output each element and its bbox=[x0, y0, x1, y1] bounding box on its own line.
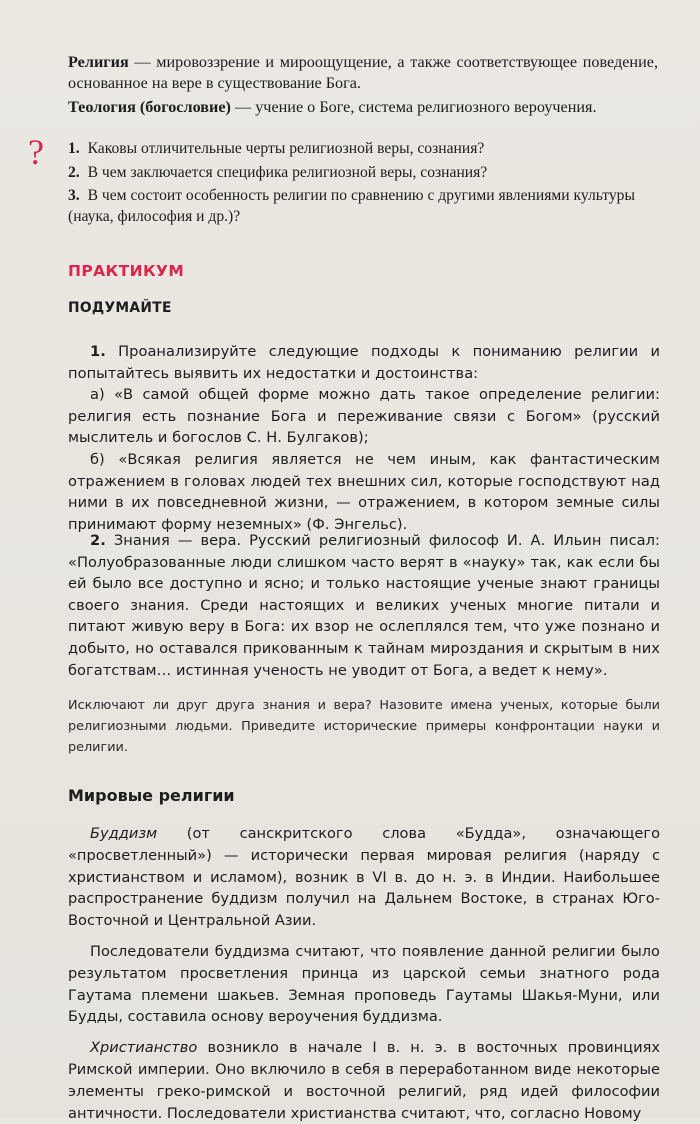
definition-religion bbox=[68, 52, 658, 93]
question-number: 2. bbox=[68, 163, 80, 181]
task-2-text bbox=[68, 530, 660, 681]
question-item bbox=[68, 186, 660, 227]
question-item bbox=[68, 139, 660, 160]
paragraph-buddhism bbox=[68, 823, 660, 932]
review-questions bbox=[68, 139, 660, 230]
question-text: В чем состоит особенность религии по сравнению с другими явлениями культуры (наука, философия и др.)? bbox=[68, 187, 635, 225]
practicum-heading: ПРАКТИКУМ bbox=[68, 262, 185, 280]
question-number: 1. bbox=[68, 140, 80, 157]
task-note: Исключают ли друг друга знания и вера? Назовите имена ученых, которые были религиозными людьми. Приведите исторические примеры конфронтации науки и религии. bbox=[68, 698, 660, 755]
world-religions-text bbox=[68, 823, 660, 1124]
definitions-block bbox=[68, 52, 658, 122]
question-text: В чем заключается специфика религиозной веры, сознания? bbox=[87, 163, 488, 181]
definition-text: — учение о Боге, система религиозного вероучения. bbox=[230, 98, 597, 117]
definition-term: Теология (богословие) bbox=[68, 98, 231, 117]
question-text: Каковы отличительные черты религиозной веры, сознания? bbox=[87, 140, 485, 157]
definition-theology bbox=[68, 97, 658, 118]
question-number: 3. bbox=[68, 187, 80, 204]
task-number: 1. bbox=[90, 343, 106, 360]
paragraph-lead: Христианство bbox=[90, 1039, 198, 1057]
paragraph-text: возникло в начале I в. н. э. в восточных провинциях Римской империи. Оно включило в себя в переработанном виде некоторые элементы греко-римской и восточной религий, ряд идей философии античности. Последователи христианства считают, что, согласно Новому bbox=[68, 1039, 660, 1122]
definition-term: Религия bbox=[68, 53, 129, 71]
task-2 bbox=[68, 530, 660, 681]
task-1-option-b: б) «Всякая религия является не чем иным, как фантастическим отражением в головах людей тех внешних сил, которые господствуют над ними в их повседневной жизни, — отражением, в котором земные силы принимают форму неземных» (Ф. Энгельс). bbox=[68, 450, 660, 533]
paragraph-buddhism-followers bbox=[68, 941, 660, 1028]
task-1-intro bbox=[68, 341, 660, 384]
definition-text: — мировоззрение и мироощущение, а также соответствующее поведение, основанное на вере в существование Бога. bbox=[68, 53, 658, 92]
paragraph-text: Последователи буддизма считают, что появление данной религии было результатом просветления принца из царской семьи знатного рода Гаутама племени шакьев. Земная проповедь Гаутамы Шакья-Муни, или Будды, составила основу вероучения буддизма. bbox=[68, 942, 660, 1026]
think-heading: ПОДУМАЙТЕ bbox=[68, 300, 172, 316]
task-1 bbox=[68, 341, 660, 535]
world-religions-heading: Мировые религии bbox=[68, 786, 235, 805]
task-number: 2. bbox=[90, 532, 106, 549]
task-1-option-a: а) «В самой общей форме можно дать такое определение религии: религия есть познание Бога и переживание связи с Богом» (русский мыслитель и богослов С. Н. Булгаков); bbox=[68, 386, 660, 447]
task-text: Проанализируйте следующие подходы к пониманию религии и попытайтесь выявить их недостатки и достоинства: bbox=[68, 343, 660, 382]
task-text: Знания — вера. Русский религиозный философ И. А. Ильин писал: «Полуобразованные люди слишком часто верят в «науку» так, как если бы ей было все доступно и ясно; и только настоящие ученые знают границы своего знания. Среди настоящих и великих ученых многие питали и питают живую веру в Бога: их взор не ослеплялся тем, что уже познано и добыто, но оставался прикованным к тайнам мироздания и скрытым в них богатствам… истинная ученость не уводит от Бога, а ведет к нему». bbox=[68, 532, 660, 679]
question-mark-icon: ? bbox=[28, 132, 44, 172]
paragraph-lead: Буддизм bbox=[90, 825, 158, 842]
question-item bbox=[68, 163, 660, 184]
paragraph-text: (от санскритского слова «Будда», означающего «просветленный») — исторически первая мировая религия (наряду с христианством и исламом), возник в VI в. до н. э. в Индии. Наибольшее распространение буддизм получил на Дальнем Востоке, в странах Юго-Восточной и Центральной Азии. bbox=[68, 825, 660, 930]
paragraph-christianity bbox=[68, 1037, 660, 1124]
